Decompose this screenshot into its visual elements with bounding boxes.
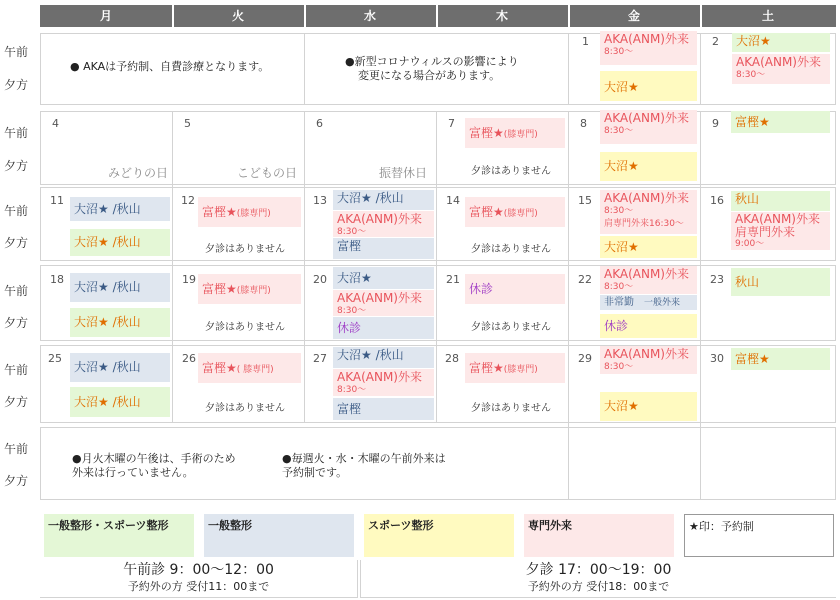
notice-covid-line1: ●新型コロナウィルスの影響により <box>345 55 519 68</box>
schedule-entry-aka: AKA(ANM)外来 8:30～ <box>600 346 697 374</box>
schedule-entry-onuma-akiyama: 大沼★ /秋山 <box>333 347 434 368</box>
schedule-entry-onuma: 大沼★ <box>600 236 697 258</box>
date-number: 28 <box>445 352 459 365</box>
schedule-entry-onuma-akiyama: 大沼★ /秋山 <box>70 387 170 417</box>
schedule-entry-aka: AKA(ANM)外来 8:30～ <box>600 266 697 294</box>
no-evening-note: 夕診はありません <box>471 322 551 333</box>
date-number: 22 <box>578 273 592 286</box>
notice-surgery-line2: 外来は行っていません。 <box>72 466 194 479</box>
date-number: 4 <box>52 117 59 130</box>
date-number: 15 <box>578 194 592 207</box>
day-header-thu: 木 <box>495 9 508 23</box>
date-number: 5 <box>184 117 191 130</box>
schedule-entry-aka: AKA(ANM)外来 8:30～ <box>333 369 434 396</box>
notice-aka: ● AKAは予約制、自費診療となります。 <box>70 60 270 73</box>
cell-divider <box>568 111 569 500</box>
date-number: 20 <box>313 273 327 286</box>
slot-label-am: 午前 <box>4 442 29 456</box>
slot-label-pm: 夕方 <box>4 159 29 173</box>
date-number: 25 <box>48 352 62 365</box>
legend-sports: スポーツ整形 <box>364 514 514 557</box>
date-number: 6 <box>316 117 323 130</box>
footer-pm <box>360 560 836 598</box>
schedule-entry-onuma-akiyama: 大沼★ /秋山 <box>333 190 434 210</box>
notice-reservation-line1: ●毎週火・水・木曜の午前外来は <box>282 452 446 465</box>
schedule-entry-togashi: 富樫★ <box>731 111 830 133</box>
am-note: 予約外の方 受付11：00まで <box>127 580 270 593</box>
date-number: 29 <box>578 352 592 365</box>
no-evening-note: 夕診はありません <box>205 244 285 255</box>
cell-divider <box>304 111 305 423</box>
date-number: 26 <box>182 352 196 365</box>
holiday-label: こどもの日 <box>237 166 298 180</box>
schedule-entry-togashi: 富樫★(膝専門) <box>465 197 565 227</box>
schedule-entry-aka: AKA(ANM)外来 8:30～ <box>333 211 434 237</box>
pm-hours: 夕診 17：00～19：00 <box>525 562 672 578</box>
schedule-entry-aka: AKA(ANM)外来 肩専門外来 9:00～ <box>731 212 830 250</box>
schedule-entry-onuma: 大沼★ <box>600 392 697 421</box>
schedule-entry-togashi: 富樫★(膝専門) <box>465 118 565 148</box>
schedule-entry-onuma: 大沼★ <box>732 33 830 52</box>
no-evening-note: 夕診はありません <box>471 244 551 255</box>
schedule-entry-closed: 休診 <box>465 274 565 304</box>
no-evening-note: 夕診はありません <box>205 403 285 414</box>
holiday-label: みどりの日 <box>108 166 169 180</box>
date-number: 14 <box>446 194 460 207</box>
day-header-tue: 火 <box>231 9 244 23</box>
no-evening-note: 夕診はありません <box>205 322 285 333</box>
date-number: 7 <box>448 117 455 130</box>
schedule-entry-togashi: 富樫 <box>333 398 434 420</box>
date-number: 19 <box>182 273 196 286</box>
date-number: 11 <box>50 194 64 207</box>
slot-label-pm: 夕方 <box>4 236 29 250</box>
slot-label-am: 午前 <box>4 45 29 59</box>
holiday-label: 振替休日 <box>379 166 428 180</box>
cell-divider <box>700 111 701 500</box>
schedule-entry-aka: AKA(ANM)外来 8:30～ <box>732 54 830 84</box>
legend-general-sports: 一般整形・スポーツ整形 <box>44 514 194 557</box>
cell-divider <box>700 33 701 105</box>
legend-specialist: 専門外来 <box>524 514 674 557</box>
schedule-entry-closed: 休診 <box>600 314 697 338</box>
schedule-entry-onuma-akiyama: 大沼★ /秋山 <box>70 229 170 256</box>
slot-label-am: 午前 <box>4 204 29 218</box>
date-number: 2 <box>712 35 719 48</box>
schedule-entry-akiyama: 秋山 <box>731 268 830 296</box>
legend-general: 一般整形 <box>204 514 354 557</box>
header-divider <box>700 5 702 27</box>
header-divider <box>304 5 306 27</box>
slot-label-am: 午前 <box>4 284 29 298</box>
schedule-entry-togashi: 富樫★(膝専門) <box>198 274 301 304</box>
slot-label-pm: 夕方 <box>4 316 29 330</box>
no-evening-note: 夕診はありません <box>471 166 551 177</box>
schedule-entry-onuma-akiyama: 大沼★ /秋山 <box>70 308 170 337</box>
slot-label-pm: 夕方 <box>4 395 29 409</box>
slot-label-pm: 夕方 <box>4 474 29 488</box>
schedule-entry-parttime: 非常勤 一般外来 <box>600 295 697 310</box>
schedule-entry-onuma: 大沼★ <box>333 267 434 289</box>
no-evening-note: 夕診はありません <box>471 403 551 414</box>
notice-surgery-line1: ●月火木曜の午後は、手術のため <box>72 452 236 465</box>
cell-divider <box>568 33 569 105</box>
date-number: 16 <box>710 194 724 207</box>
date-number: 21 <box>446 273 460 286</box>
pm-note: 予約外の方 受付18：00まで <box>527 580 670 593</box>
schedule-entry-onuma-akiyama: 大沼★ /秋山 <box>70 273 170 302</box>
date-number: 30 <box>710 352 724 365</box>
date-number: 13 <box>313 194 327 207</box>
day-header-wed: 水 <box>363 9 376 23</box>
notice-reservation-line2: 予約制です。 <box>282 466 348 479</box>
schedule-entry-togashi: 富樫★ <box>731 348 830 370</box>
date-number: 18 <box>50 273 64 286</box>
schedule-entry-togashi: 富樫★(膝専門) <box>465 353 565 383</box>
schedule-entry-togashi: 富樫 <box>333 238 434 259</box>
slot-label-am: 午前 <box>4 126 29 140</box>
schedule-entry-onuma: 大沼★ <box>600 71 697 101</box>
cell-divider <box>172 111 173 423</box>
date-number: 27 <box>313 352 327 365</box>
schedule-entry-aka: AKA(ANM)外来 8:30～ <box>333 290 434 316</box>
day-header-mon: 月 <box>99 9 112 23</box>
header-divider <box>568 5 570 27</box>
slot-label-pm: 夕方 <box>4 78 29 92</box>
date-number: 9 <box>712 117 719 130</box>
schedule-entry-onuma-akiyama: 大沼★ /秋山 <box>70 353 170 382</box>
schedule-entry-togashi: 富樫★( 膝専門) <box>198 353 301 383</box>
schedule-entry-aka: AKA(ANM)外来 8:30～ <box>600 31 697 65</box>
schedule-entry-onuma-akiyama: 大沼★ /秋山 <box>70 197 170 221</box>
legend-star-reservation: ★印：予約制 <box>684 514 834 557</box>
header-divider <box>172 5 174 27</box>
schedule-entry-onuma: 大沼★ <box>600 152 697 181</box>
date-number: 12 <box>181 194 195 207</box>
footer-am <box>40 560 358 598</box>
cell-divider <box>304 33 305 105</box>
am-hours: 午前診 9：00～12：00 <box>123 562 274 578</box>
day-header-fri: 金 <box>627 9 640 23</box>
schedule-entry-aka: AKA(ANM)外来 8:30～ <box>600 110 697 144</box>
date-number: 1 <box>582 35 589 48</box>
notice-covid-line2: 変更になる場合があります。 <box>358 69 501 82</box>
schedule-entry-togashi: 富樫★(膝専門) <box>198 197 301 227</box>
date-number: 8 <box>580 117 587 130</box>
header-divider <box>436 5 438 27</box>
date-number: 23 <box>710 273 724 286</box>
schedule-entry-akiyama: 秋山 <box>731 191 830 211</box>
slot-label-am: 午前 <box>4 363 29 377</box>
day-header-sat: 土 <box>761 9 774 23</box>
cell-divider <box>436 111 437 423</box>
schedule-entry-aka: AKA(ANM)外来 8:30～ 肩専門外来16:30～ <box>600 190 697 234</box>
schedule-entry-closed: 休診 <box>333 317 434 339</box>
